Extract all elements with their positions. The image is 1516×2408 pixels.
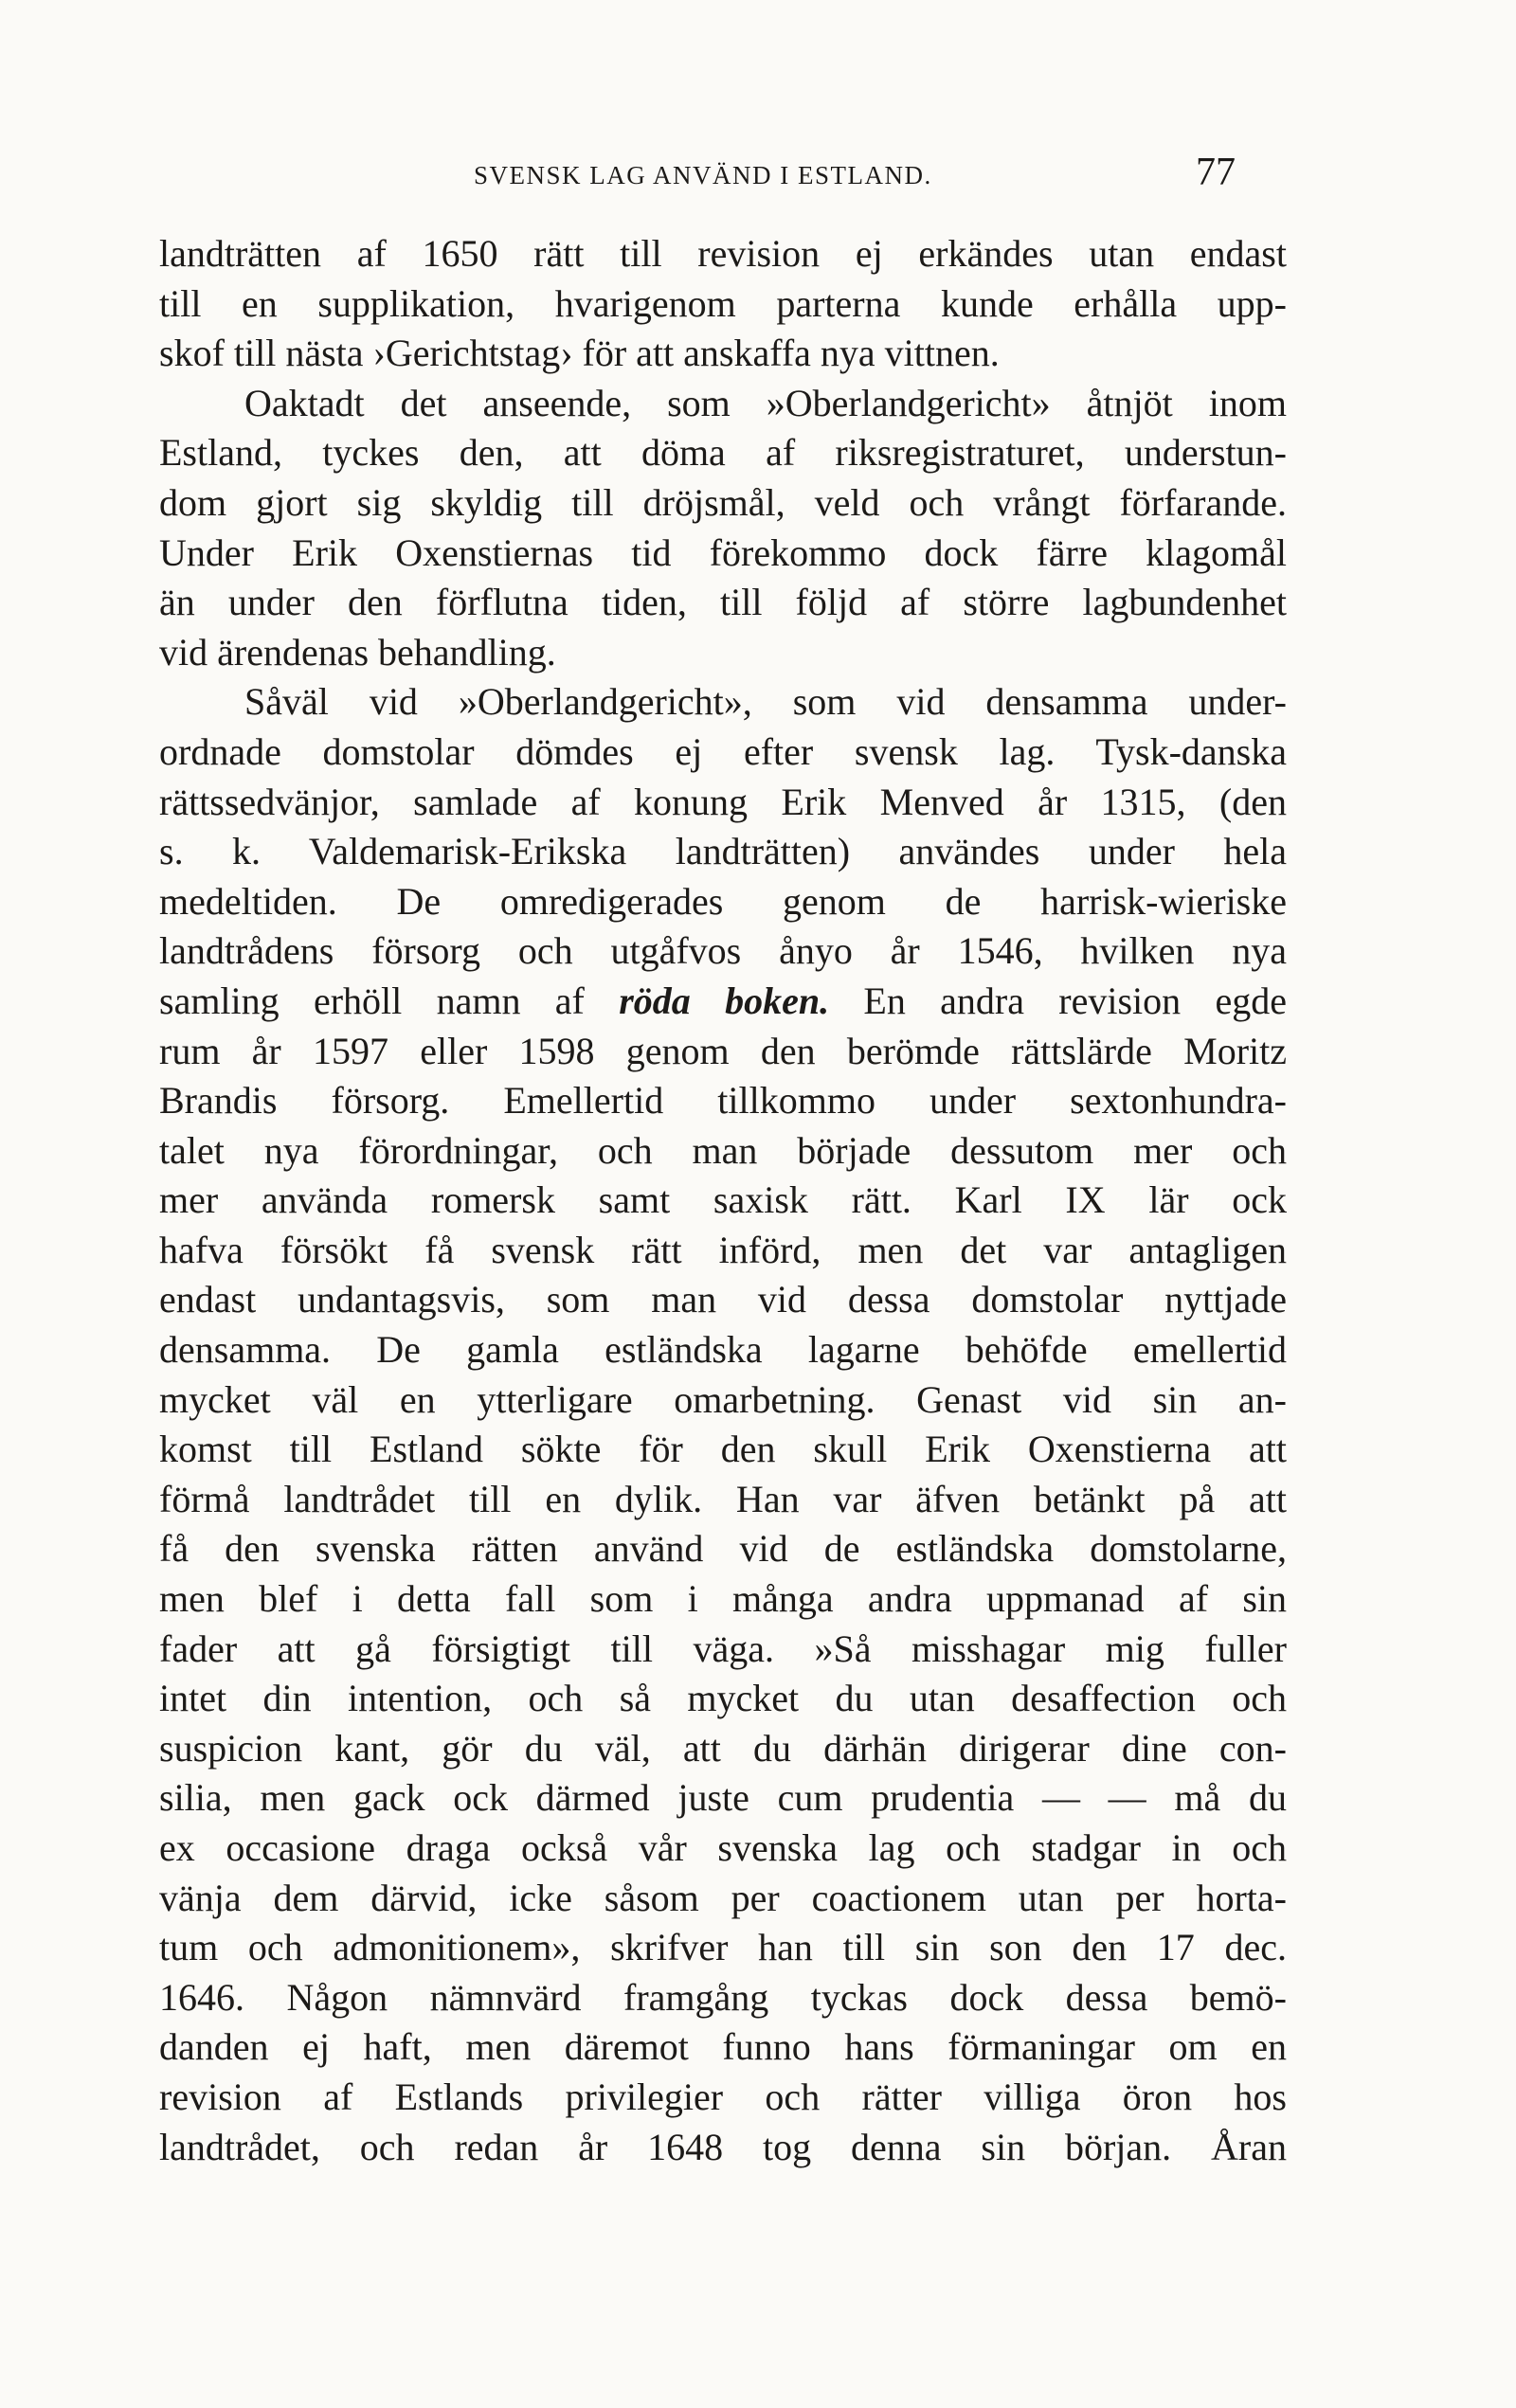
text-line: mycket väl en ytterligare omarbetning. Genast vid sin an- xyxy=(159,1377,1287,1421)
text-line: endast undantagsvis, som man vid dessa domstolar nyttjade xyxy=(159,1278,1287,1321)
body-text xyxy=(159,229,1287,2172)
text-line: komst till Estland sökte för den skull Erik Oxenstierna att xyxy=(159,1428,1287,1471)
text-line: talet nya förordningar, och man började dessutom mer och xyxy=(159,1128,1287,1172)
emphasis-roda-boken: röda boken. xyxy=(619,979,830,1022)
paragraph-start-line: Såväl vid »Oberlandgericht», som vid densamma under- xyxy=(244,680,1287,724)
text-line: revision af Estlands privilegier och rätter villiga öron hos xyxy=(159,2075,1287,2118)
text-line: rättssedvänjor, samlade af konung Erik Menved år 1315, (den xyxy=(159,780,1287,823)
text-line: hafva försökt få svensk rätt införd, men det var antagligen xyxy=(159,1228,1287,1271)
text-line: tum och admonitionem», skrifver han till sin son den 17 dec. xyxy=(159,1926,1287,1969)
text-line: silia, men gack ock därmed juste cum prudentia — — må du xyxy=(159,1776,1287,1820)
text-line: skof till nästa ›Gerichtstag› för att anskaffa nya vittnen. xyxy=(159,332,1000,375)
text-line: ex occasione draga också vår svenska lag och stadgar in och xyxy=(159,1826,1287,1869)
text-line: Under Erik Oxenstiernas tid förekommo dock färre klagomål xyxy=(159,530,1287,574)
text-line: intet din intention, och så mycket du utan desaffection och xyxy=(159,1677,1287,1720)
text-line: dom gjort sig skyldig till dröjsmål, veld och vrångt förfarande. xyxy=(159,480,1287,524)
text-line: fader att gå försigtigt till väga. »Så misshagar mig fuller xyxy=(159,1626,1287,1670)
text-line: vid ärendenas behandling. xyxy=(159,630,556,674)
text-line: men blef i detta fall som i många andra uppmanad af sin xyxy=(159,1577,1287,1621)
text-line: danden ej haft, men däremot funno hans förmaningar om en xyxy=(159,2025,1287,2069)
text-line-with-emphasis xyxy=(159,977,1287,1027)
text-line: vänja dem därvid, icke såsom per coactionem utan per horta- xyxy=(159,1876,1287,1919)
text-line: landtrådet, och redan år 1648 tog denna sin början. Åran xyxy=(159,2125,1287,2168)
text-line: mer använda romersk samt saxisk rätt. Karl IX lär ock xyxy=(159,1178,1287,1222)
text-line: rum år 1597 eller 1598 genom den berömde rättslärde Moritz xyxy=(159,1029,1287,1072)
text-line: s. k. Valdemarisk-Erikska landträtten) användes under hela xyxy=(159,830,1287,873)
text-line: medeltiden. De omredigerades genom de harrisk-wieriske xyxy=(159,879,1287,923)
text-line: än under den förflutna tiden, till följd af större lagbundenhet xyxy=(159,581,1287,624)
text-line: ordnade domstolar dömdes ej efter svensk lag. Tysk-danska xyxy=(159,729,1287,773)
text-line: landtrådens försorg och utgåfvos ånyo år 1546, hvilken nya xyxy=(159,929,1287,973)
text-line: landträtten af 1650 rätt till revision ej erkändes utan endast xyxy=(159,232,1287,275)
text-line: förmå landtrådet till en dylik. Han var äfven betänkt på att xyxy=(159,1477,1287,1520)
text-line: densamma. De gamla estländska lagarne behöfde emellertid xyxy=(159,1328,1287,1372)
text-segment: En andra revision egde xyxy=(829,979,1287,1022)
running-head: SVENSK LAG ANVÄND I ESTLAND. xyxy=(474,161,932,189)
text-segment: samling erhöll namn af xyxy=(159,979,620,1022)
text-line: Brandis försorg. Emellertid tillkommo under sextonhundra- xyxy=(159,1079,1287,1123)
text-line: Estland, tyckes den, att döma af riksregistraturet, understun- xyxy=(159,431,1287,475)
text-line: få den svenska rätten använd vid de estländska domstolarne, xyxy=(159,1527,1287,1571)
text-line: till en supplikation, hvarigenom parterna kunde erhålla upp- xyxy=(159,281,1287,325)
text-line: 1646. Någon nämnvärd framgång tyckas dock dessa bemö- xyxy=(159,1975,1287,2019)
text-line: suspicion kant, gör du väl, att du därhän dirigerar dine con- xyxy=(159,1726,1287,1770)
page-number: 77 xyxy=(1196,151,1236,194)
page-header xyxy=(0,150,1516,207)
paragraph-start-line: Oaktadt det anseende, som »Oberlandgericht» åtnjöt inom xyxy=(244,381,1287,424)
